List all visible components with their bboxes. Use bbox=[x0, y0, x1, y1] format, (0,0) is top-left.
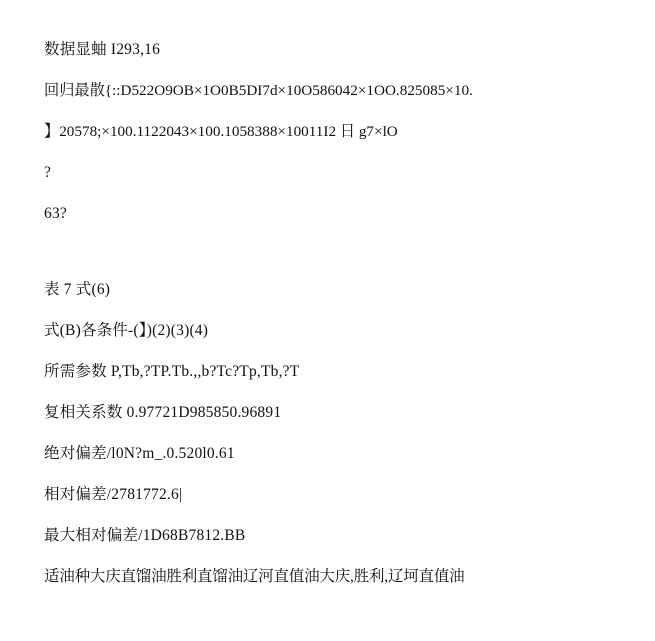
text-line: 适油种大庆直馏油胜利直馏油辽河直值油大庆,胜利,辽坷直值油 bbox=[44, 567, 465, 585]
text-line: 数据显蚰 I293,16 bbox=[44, 40, 161, 58]
text-line: 相对偏差/2781772.6| bbox=[44, 485, 183, 503]
text-line: 表 7 式(6) bbox=[44, 280, 111, 298]
text-line: 所需参数 P,Tb,?TP.Tb.,,b?Tc?Tp,Tb,?T bbox=[44, 362, 300, 380]
text-line: 回归最散{::D522O9OB×1O0B5DI7d×10O586042×1OO.825085×10. bbox=[44, 81, 473, 99]
section-one bbox=[44, 40, 625, 224]
text-line: ? bbox=[44, 163, 52, 181]
text-line: 最大相对偏差/1D68B7812.BB bbox=[44, 526, 246, 544]
text-line: 绝对偏差/l0N?m_.0.520l0.61 bbox=[44, 444, 235, 462]
text-line: 式(B)各条件-(】)(2)(3)(4) bbox=[44, 321, 209, 339]
text-line: 复相关系数 0.97721D985850.96891 bbox=[44, 403, 282, 421]
text-line: 63? bbox=[44, 204, 67, 222]
section-two bbox=[44, 280, 625, 587]
text-line: 】20578;×100.1122043×100.1058388×10011I2 日 g7×lO bbox=[44, 122, 398, 140]
